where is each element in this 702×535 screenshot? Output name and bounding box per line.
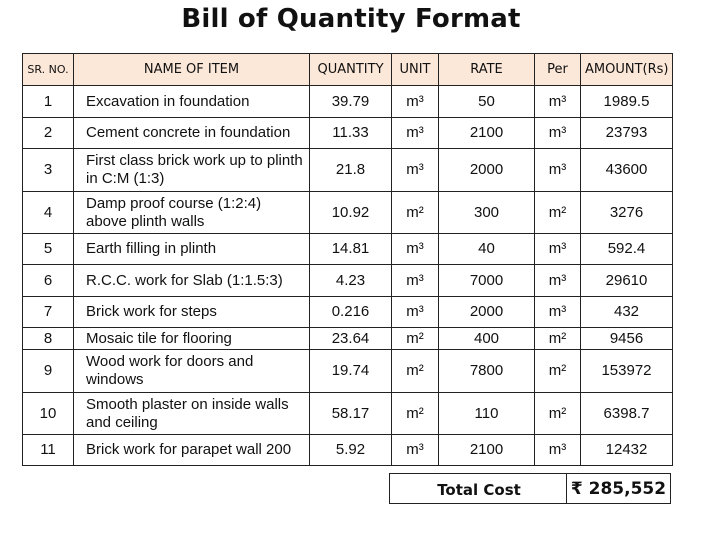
table-row	[23, 393, 673, 435]
cell-per: m²	[535, 393, 581, 435]
cell-rate: 2000	[439, 149, 535, 192]
header-amount: AMOUNT(Rs)	[581, 54, 673, 86]
cell-sr-no: 1	[23, 86, 74, 118]
table-row	[23, 192, 673, 234]
cell-quantity: 19.74	[310, 350, 392, 393]
cell-rate: 2100	[439, 118, 535, 149]
cell-item-name: Excavation in foundation	[74, 86, 310, 118]
table-row	[23, 435, 673, 466]
cell-rate: 2000	[439, 297, 535, 328]
cell-rate: 50	[439, 86, 535, 118]
cell-per: m³	[535, 149, 581, 192]
total-cost-label: Total Cost	[437, 481, 521, 499]
header-per: Per	[535, 54, 581, 86]
cell-unit: m³	[392, 435, 439, 466]
header-rate: RATE	[439, 54, 535, 86]
cell-unit: m³	[392, 118, 439, 149]
cell-amount: 29610	[581, 265, 673, 297]
table-row	[23, 86, 673, 118]
total-cost-value: ₹ 285,552	[570, 479, 667, 499]
cell-quantity: 23.64	[310, 328, 392, 350]
cell-rate: 110	[439, 393, 535, 435]
cell-sr-no: 2	[23, 118, 74, 149]
table-row	[23, 149, 673, 192]
cell-rate: 7800	[439, 350, 535, 393]
cell-unit: m³	[392, 234, 439, 265]
cell-item-name: Mosaic tile for flooring	[74, 328, 310, 350]
page-title: Bill of Quantity Format	[181, 4, 521, 34]
cell-unit: m³	[392, 265, 439, 297]
cell-quantity: 5.92	[310, 435, 392, 466]
cell-sr-no: 11	[23, 435, 74, 466]
header-quantity: QUANTITY	[310, 54, 392, 86]
cell-unit: m³	[392, 149, 439, 192]
cell-sr-no: 4	[23, 192, 74, 234]
cell-quantity: 11.33	[310, 118, 392, 149]
cell-per: m²	[535, 328, 581, 350]
cell-quantity: 0.216	[310, 297, 392, 328]
cell-sr-no: 7	[23, 297, 74, 328]
cell-sr-no: 8	[23, 328, 74, 350]
cell-amount: 3276	[581, 192, 673, 234]
cell-item-name: Smooth plaster on inside walls and ceiling	[74, 393, 310, 435]
cell-quantity: 58.17	[310, 393, 392, 435]
bill-of-quantity-table	[22, 53, 673, 466]
table-header-row	[23, 54, 673, 86]
cell-per: m³	[535, 86, 581, 118]
cell-item-name: Brick work for parapet wall 200	[74, 435, 310, 466]
cell-amount: 9456	[581, 328, 673, 350]
table-row	[23, 297, 673, 328]
cell-amount: 592.4	[581, 234, 673, 265]
cell-per: m³	[535, 234, 581, 265]
table-row	[23, 118, 673, 149]
cell-rate: 300	[439, 192, 535, 234]
cell-amount: 23793	[581, 118, 673, 149]
cell-item-name: Cement concrete in foundation	[74, 118, 310, 149]
table-row	[23, 234, 673, 265]
cell-per: m³	[535, 118, 581, 149]
cell-quantity: 10.92	[310, 192, 392, 234]
cell-quantity: 14.81	[310, 234, 392, 265]
cell-sr-no: 10	[23, 393, 74, 435]
cell-amount: 6398.7	[581, 393, 673, 435]
table-row	[23, 350, 673, 393]
cell-item-name: Brick work for steps	[74, 297, 310, 328]
cell-rate: 40	[439, 234, 535, 265]
cell-item-name: Damp proof course (1:2:4) above plinth walls	[74, 192, 310, 234]
cell-amount: 43600	[581, 149, 673, 192]
cell-per: m²	[535, 350, 581, 393]
cell-sr-no: 3	[23, 149, 74, 192]
cell-unit: m³	[392, 297, 439, 328]
cell-rate: 400	[439, 328, 535, 350]
cell-unit: m²	[392, 328, 439, 350]
cell-item-name: Wood work for doors and windows	[74, 350, 310, 393]
cell-per: m²	[535, 192, 581, 234]
cell-unit: m²	[392, 192, 439, 234]
total-cost-box	[389, 473, 671, 504]
cell-per: m³	[535, 297, 581, 328]
cell-quantity: 4.23	[310, 265, 392, 297]
cell-sr-no: 5	[23, 234, 74, 265]
cell-item-name: R.C.C. work for Slab (1:1.5:3)	[74, 265, 310, 297]
cell-sr-no: 6	[23, 265, 74, 297]
header-sr-no: SR. NO.	[23, 54, 74, 86]
cell-rate: 2100	[439, 435, 535, 466]
cell-rate: 7000	[439, 265, 535, 297]
cell-item-name: Earth filling in plinth	[74, 234, 310, 265]
cell-unit: m²	[392, 393, 439, 435]
cell-sr-no: 9	[23, 350, 74, 393]
cell-per: m³	[535, 265, 581, 297]
cell-item-name: First class brick work up to plinth in C:M (1:3)	[74, 149, 310, 192]
table-row	[23, 265, 673, 297]
table-row	[23, 328, 673, 350]
cell-quantity: 39.79	[310, 86, 392, 118]
cell-amount: 153972	[581, 350, 673, 393]
cell-quantity: 21.8	[310, 149, 392, 192]
cell-per: m³	[535, 435, 581, 466]
cell-unit: m²	[392, 350, 439, 393]
cell-amount: 1989.5	[581, 86, 673, 118]
cell-amount: 432	[581, 297, 673, 328]
cell-unit: m³	[392, 86, 439, 118]
cell-amount: 12432	[581, 435, 673, 466]
header-name-of-item: NAME OF ITEM	[74, 54, 310, 86]
header-unit: UNIT	[392, 54, 439, 86]
